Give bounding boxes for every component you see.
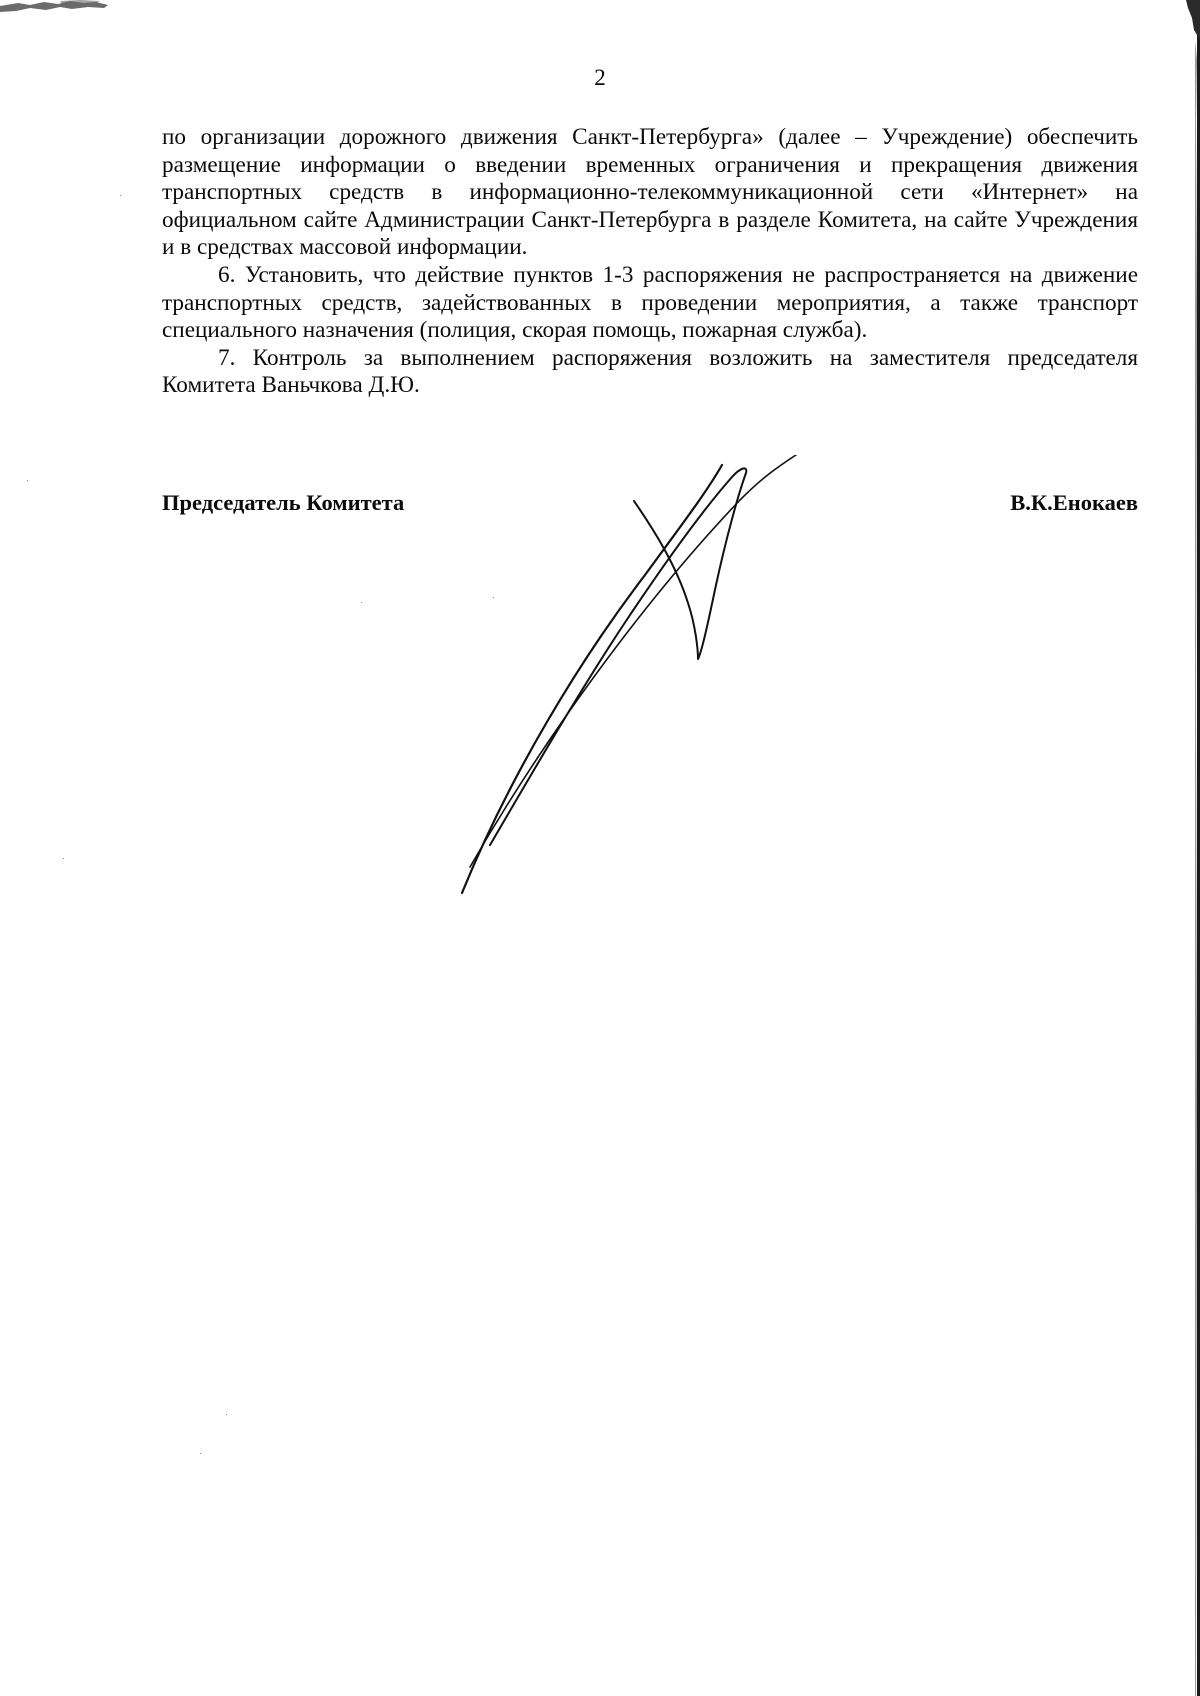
scan-dust: [493, 597, 494, 598]
scan-dust: [63, 858, 64, 859]
scan-dust: [361, 602, 362, 603]
scan-dust: [120, 195, 121, 196]
paragraph-continuation: по организации дорожного движения Санкт-Петербурга» (далее – Учреждение) обеспечить размещение информации о введении временных ограничения и прекращения движения транспортных средств в информационно-телекоммуникационной сети «Интернет» на официальном сайте Администрации Санкт-Петербурга в разделе Комитета, на сайте Учреждения и в средствах массовой информации.: [162, 124, 1138, 261]
scan-dust: [226, 1414, 227, 1415]
handwritten-signature: [440, 455, 820, 905]
signer-name: В.К.Енокаев: [1010, 490, 1138, 515]
signature-block: [162, 488, 1138, 522]
scan-dust: [27, 480, 28, 481]
scan-artifact-right-edge: [1178, 0, 1200, 1696]
page-number: 2: [594, 65, 606, 90]
scan-artifact-top-left: [0, 0, 110, 14]
document-body: [162, 124, 1138, 400]
paragraph-item-7: 7. Контроль за выполнением распоряжения возложить на заместителя председателя Комитета Ваньчкова Д.Ю.: [162, 344, 1138, 399]
signer-position: Председатель Комитета: [162, 490, 405, 515]
paragraph-item-6: 6. Установить, что действие пунктов 1-3 распоряжения не распространяется на движение транспортных средств, задействованных в проведении мероприятия, а также транспорт специального назначения (полиция, скорая помощь, пожарная служба).: [162, 261, 1138, 344]
scan-dust: [200, 1453, 201, 1454]
